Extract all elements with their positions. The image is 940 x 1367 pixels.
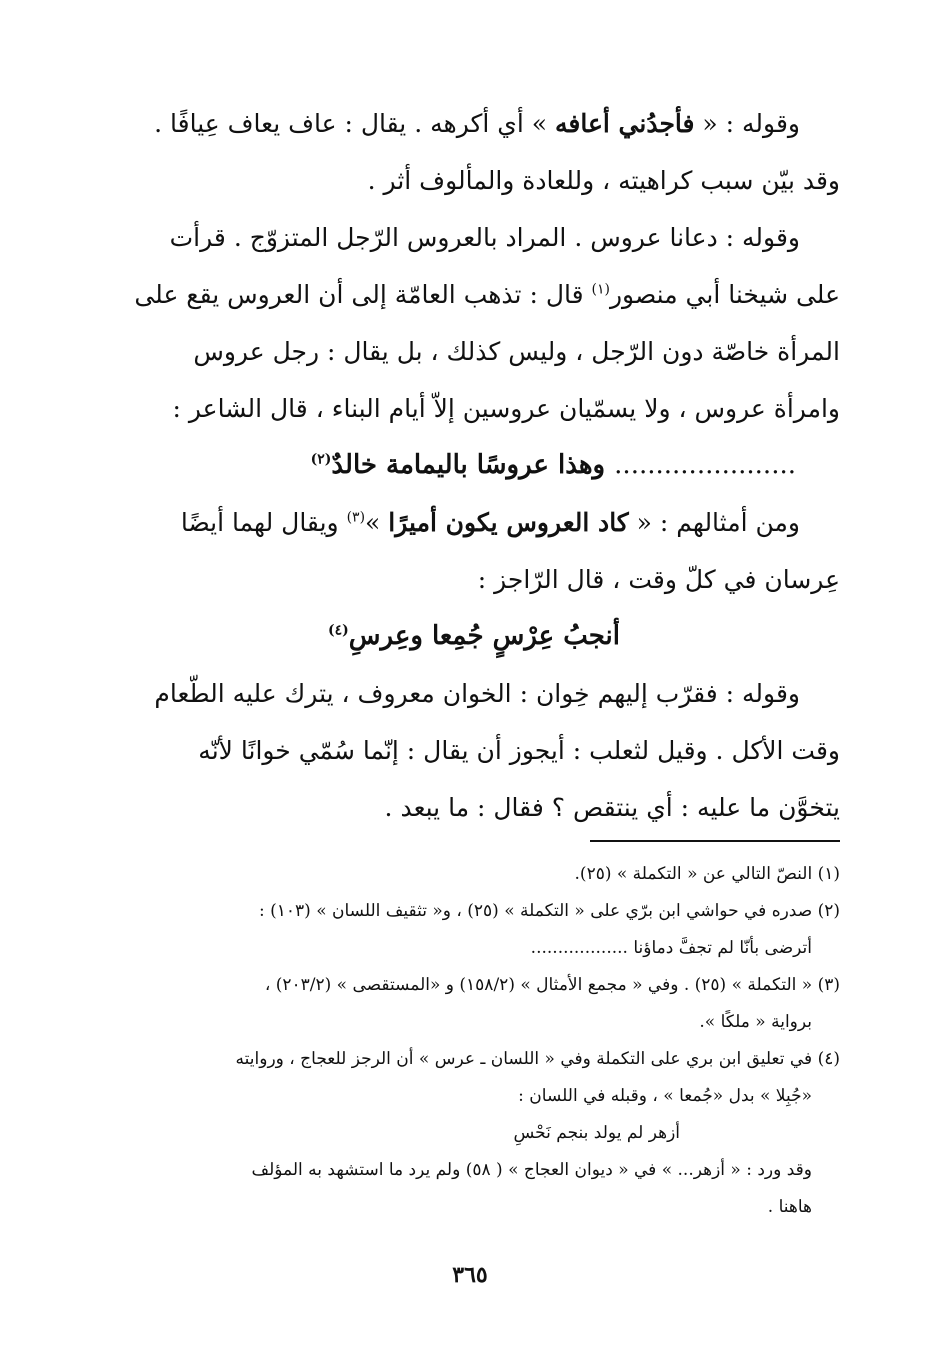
text-line: وقوله : دعانا عروس . المراد بالعروس الرّجل المتزوّج . قرأت: [169, 223, 800, 252]
paragraph-1: [108, 95, 840, 209]
footnote-ref: (٢): [310, 451, 332, 468]
page-number: ٣٦٥: [452, 1262, 488, 1288]
text-run: وقوله : «: [694, 109, 800, 138]
main-text: [108, 95, 840, 836]
text-line: [108, 95, 840, 152]
footnote-1: (١) النصّ التالي عن « التكملة » (٢٥).: [574, 864, 840, 884]
footnote-separator-wrap: [108, 836, 840, 856]
text-line: وقوله : فقرّب إليهم خِوان : الخوان معروف ، يترك عليه الطّعام: [154, 679, 800, 708]
text-line: وقت الأكل . وقيل لثعلب : أيجوز أن يقال : إنّما سُمّي خوانًا لأنّه: [198, 736, 840, 765]
paragraph-3: [108, 494, 840, 608]
footnote-ref: (٤): [327, 622, 349, 639]
text-run: ويقال لهما أيضًا: [180, 508, 347, 537]
footnote-4-verse: أزهر لم يولد بنجم نَحْسِ: [513, 1123, 680, 1143]
text-line: وقد بيّن سبب كراهيته ، وللعادة والمألوف أثر .: [367, 166, 840, 195]
footnote-ref: (٣): [346, 509, 366, 526]
footnote-2: (٢) صدره في حواشي ابن برّي على « التكملة » (٢٥) ، و« تثقيف اللسان » (١٠٣) :: [258, 901, 840, 921]
footnote-separator: [590, 840, 840, 842]
footnote-ref: (١): [591, 281, 610, 298]
proverb: كاد العروس يكون أميرًا: [388, 508, 629, 537]
text-run: »: [365, 508, 389, 537]
footnote-5: وقد ورد : « أزهر... » في « ديوان العجاج » ( ٥٨) ولم يرد ما استشهد به المؤلف: [251, 1160, 812, 1180]
footnote-5-continuation: هاهنا .: [767, 1197, 812, 1217]
text-line: يتخوَّن ما عليه : أي ينتقص ؟ فقال : ما يبعد .: [384, 793, 840, 822]
quoted-phrase: فأجدُني أعافه: [554, 109, 695, 138]
text-run: ومن أمثالهم : «: [628, 508, 800, 537]
text-run: على شيخنا أبي منصور: [609, 280, 840, 309]
footnote-4-continuation: «جُبِلا » بدل «جُمعا » ، وقبله في اللسان :: [518, 1086, 812, 1106]
text-line: وامرأة عروس ، ولا يسمّيان عروسين إلاّ أيام البناء ، قال الشاعر :: [172, 394, 840, 423]
verse-text: وهذا عروسًا باليمامة خالدٌ: [331, 450, 615, 480]
text-run: قال : تذهب العامّة إلى أن العروس يقع على: [134, 280, 592, 309]
verse-text: أنجبُ عِرْسٍ جُمِعا وعِرسِ: [348, 621, 621, 651]
footnotes: [108, 856, 840, 1226]
text-line: المرأة خاصّة دون الرّجل ، وليس كذلك ، بل يقال : رجل عروس: [193, 337, 840, 366]
footnote-2-verse: أترضى بأنّا لم تجفَّ دماؤنا ..................: [530, 938, 812, 958]
paragraph-2: [108, 209, 840, 437]
paragraph-4: [108, 665, 840, 836]
footnote-4: (٤) في تعليق ابن بري على التكملة وفي « اللسان ـ عرس » أن الرجز للعجاج ، وروايته: [235, 1049, 840, 1069]
footnote-3-continuation: برواية « ملكًا ».: [699, 1012, 812, 1032]
verse-2: [108, 608, 840, 665]
text-line: [108, 494, 840, 551]
text-run: » أي أكرهه . يقال : عاف يعاف عِيافًا .: [154, 109, 555, 138]
verse-1: [108, 437, 840, 494]
text-line: [108, 266, 840, 323]
verse-dots: ......................: [614, 450, 796, 480]
footnote-3: (٣) « التكملة » (٢٥) . وفي « مجمع الأمثال » (١٥٨/٢) و «المستقصى » (٢٠٣/٢) ،: [264, 975, 840, 995]
text-line: عِرسان في كلّ وقت ، قال الرّاجز :: [477, 565, 840, 594]
